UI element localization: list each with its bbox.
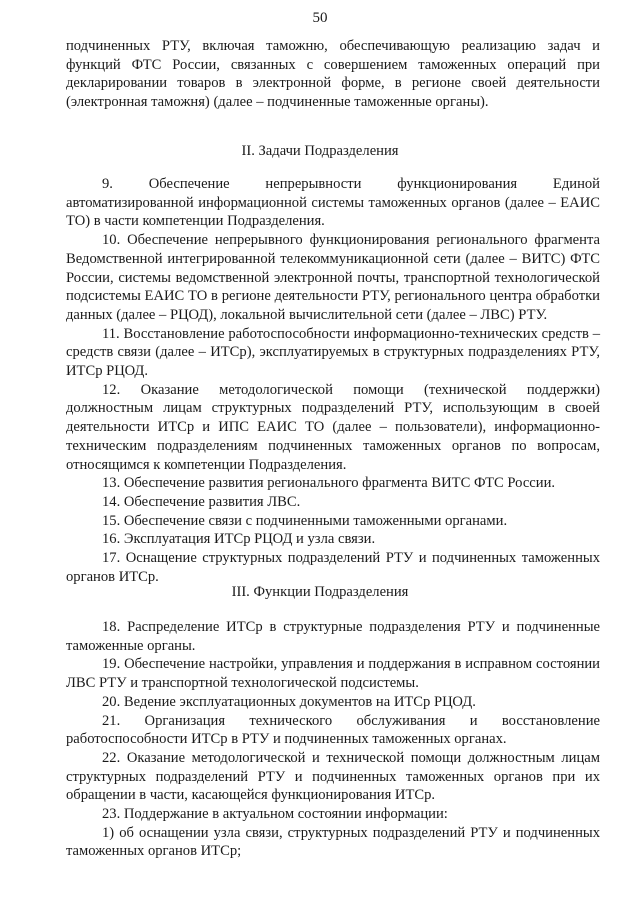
list-item: 14. Обеспечение развития ЛВС. <box>102 493 301 510</box>
section-2-title: II. Задачи Подразделения <box>241 143 399 159</box>
section-2-body <box>66 175 600 586</box>
list-item: 9. Обеспечение непрерывности функционирования Единой автоматизированной информационной системы таможенных органов (далее – ЕАИС ТО) в части компетенции Подразделения. <box>66 176 600 230</box>
list-item: 1) об оснащении узла связи, структурных подразделений РТУ и подчиненных таможенных органов ИТСр; <box>66 824 600 860</box>
intro-text: подчиненных РТУ, включая таможню, обеспечивающую реализацию задач и функций ФТС России, связанных с совершением таможенных операций при декларировании товаров в электронной форме, в регионе своей деятельности (электронная таможня) (далее – подчиненные таможенные органы). <box>66 38 600 111</box>
list-item: 10. Обеспечение непрерывного функционирования регионального фрагмента Ведомственной интегрированной телекоммуникационной сети (далее – ВИТС) ФТС России, системы ведомственной электронной почты, транспортной технологической подсистемы ЕАИС ТО в регионе деятельности РТУ, регионального центра обработки данных (далее – РЦОД), локальной вычислительной сети (далее – ЛВС) РТУ. <box>66 232 600 323</box>
list-item: 20. Ведение эксплуатационных документов на ИТСр РЦОД. <box>102 693 476 710</box>
list-item: 13. Обеспечение развития регионального фрагмента ВИТС ФТС России. <box>102 475 556 492</box>
list-item: 12. Оказание методологической помощи (технической поддержки) должностным лицам структурных подразделений РТУ, использующим в своей деятельности ИТСр и ИПС ЕАИС ТО (далее – пользователи), информационно-техническим подразделениям подчиненных таможенных органов по вопросам, относящимся к компетенции Подразделения. <box>66 381 600 473</box>
list-item: 16. Эксплуатация ИТСр РЦОД и узла связи. <box>102 531 376 548</box>
list-item: 18. Распределение ИТСр в структурные подразделения РТУ и подчиненные таможенные органы. <box>66 619 600 654</box>
list-item: 22. Оказание методологической и технической помощи должностным лицам структурных подразделений РТУ и подчиненных таможенных органов при их обращении в части, касающейся функционирования ИТСр. <box>66 749 600 804</box>
list-item: 23. Поддержание в актуальном состоянии информации: <box>102 806 448 823</box>
section-3-body <box>66 618 600 861</box>
list-item: 21. Организация технического обслуживания и восстановление работоспособности ИТСр в РТУ и подчиненных таможенных органах. <box>66 712 600 748</box>
list-item: 11. Восстановление работоспособности информационно-технических средств – средств связи (далее – ИТСр), эксплуатируемых в структурных подразделениях РТУ, ИТСр РЦОД. <box>66 325 600 380</box>
list-item: 19. Обеспечение настройки, управления и поддержания в исправном состоянии ЛВС РТУ и транспортной технологической подсистемы. <box>66 656 600 692</box>
page-number: 50 <box>312 10 328 26</box>
list-item: 15. Обеспечение связи с подчиненными таможенными органами. <box>102 512 508 529</box>
intro-paragraph <box>66 37 600 112</box>
list-item: 17. Оснащение структурных подразделений РТУ и подчиненных таможенных органов ИТСр. <box>66 550 600 585</box>
section-3-title: III. Функции Подразделения <box>231 584 409 600</box>
